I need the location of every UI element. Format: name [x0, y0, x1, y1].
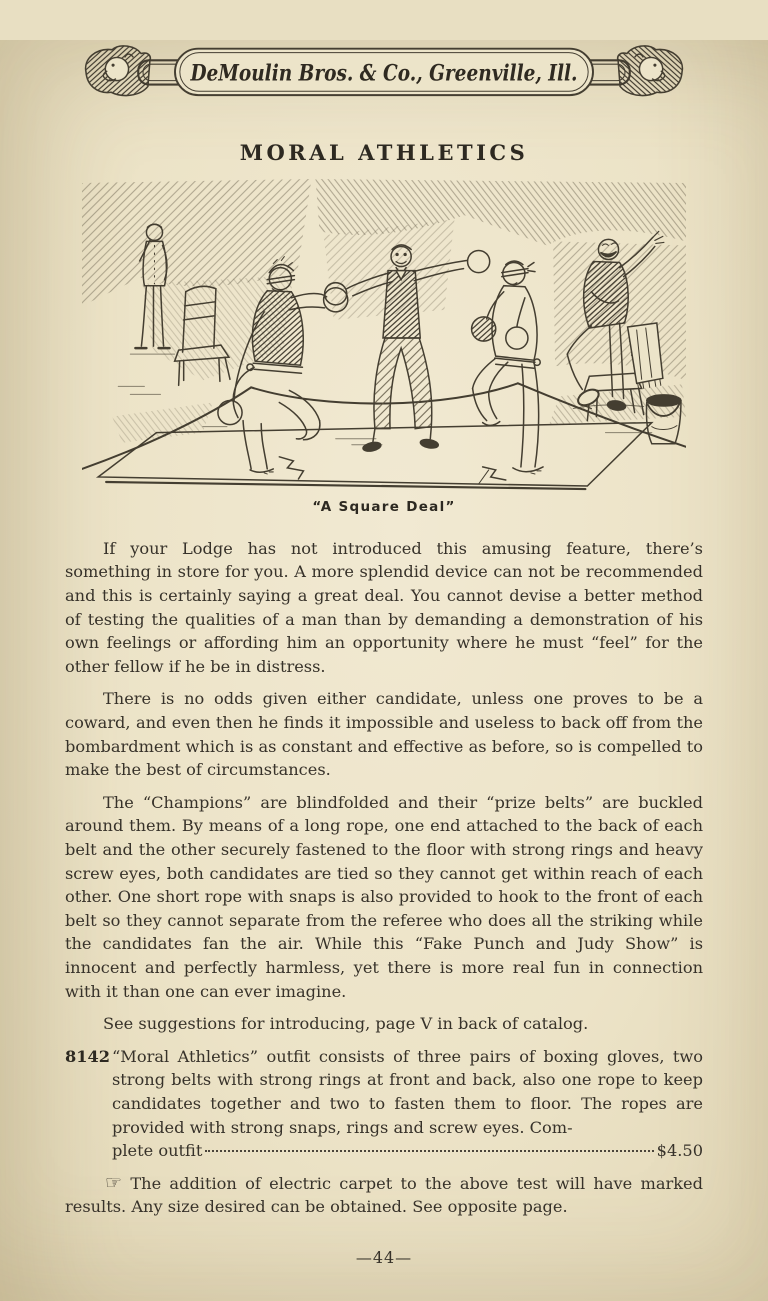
- lion-head-right-icon: [618, 46, 683, 96]
- body-paragraph: See suggestions for introducing, page V in back of catalog.: [103, 1014, 589, 1034]
- body-text: [65, 537, 703, 1219]
- body-paragraph: There is no odds given either candidate, unless one proves to be a coward, and even then he finds it impossible and useless to back off from the bombardment which is as constant and effective as before, so is compelled to make the best of circumstances.: [65, 689, 703, 780]
- catalog-item-8142: [65, 1045, 703, 1163]
- towel: [628, 323, 663, 389]
- note-text: The addition of electric carpet to the above test will have marked results. Any size desired can be obtained. See opposite page.: [65, 1173, 704, 1217]
- right-boxer-figure: [472, 261, 543, 474]
- header-banner: [84, 40, 684, 106]
- brand-text: DeMoulin Bros. & Co., Greenville, Ill.: [189, 60, 578, 87]
- item-price-prefix: plete outfit: [112, 1141, 203, 1161]
- illustration-caption: “A Square Deal”: [312, 498, 456, 515]
- item-price: $4.50: [656, 1141, 703, 1161]
- dot-leader: [205, 1150, 653, 1152]
- item-number: 8142: [65, 1046, 111, 1066]
- bucket: [646, 395, 680, 444]
- item-description: “Moral Athletics” outfit consists of three pairs of boxing gloves, two strong belts with strong rings at front and back, also one rope to keep candidates together and two to fasten them to floor. The ropes are provided with strong snaps, rings and screw eyes. Com-: [112, 1046, 703, 1137]
- boxing-glove-icon: [218, 400, 242, 424]
- catalog-page: [0, 40, 768, 1301]
- boxing-glove-icon: [472, 317, 496, 341]
- page-title: MORAL ATHLETICS: [239, 139, 529, 165]
- body-paragraph: The “Champions” are blindfolded and their “prize belts” are buckled around them. By means of a long rope, one end attached to the back of each belt and the other securely fastened to the floor with strong rings and heavy screw eyes, both candidates are tied so they cannot get within reach of each other. One short rope with snaps is also provided to hook to the front of each belt so they cannot separate from the referee who does all the striking while the candidates fan the air. While this “Fake Punch and Judy Show” is innocent and perfectly harmless, yet there is more real fun in connection with it than one can ever imagine.: [65, 792, 703, 1001]
- moral-athletics-illustration: [82, 179, 686, 491]
- boxing-glove-icon: [506, 327, 528, 349]
- body-paragraph: If your Lodge has not introduced this amusing feature, there’s something in store for you. A more splendid device can not be recommended and this is certainly saying a great deal. You cannot devise a better method of testing the qualities of a man than by demanding a demonstration of his own feelings or affording him an opportunity where he must “feel” for the other fellow if he be in distress.: [65, 538, 703, 676]
- electric-carpet-note: [65, 1172, 703, 1219]
- page-number: —44—: [355, 1248, 413, 1267]
- illustration-figure: [82, 179, 686, 491]
- item-description-block: [112, 1045, 703, 1163]
- item-price-row: [112, 1139, 703, 1163]
- manicule-icon: ☞: [105, 1171, 123, 1194]
- boxing-glove-icon: [468, 250, 490, 272]
- lion-head-left-icon: [86, 46, 151, 96]
